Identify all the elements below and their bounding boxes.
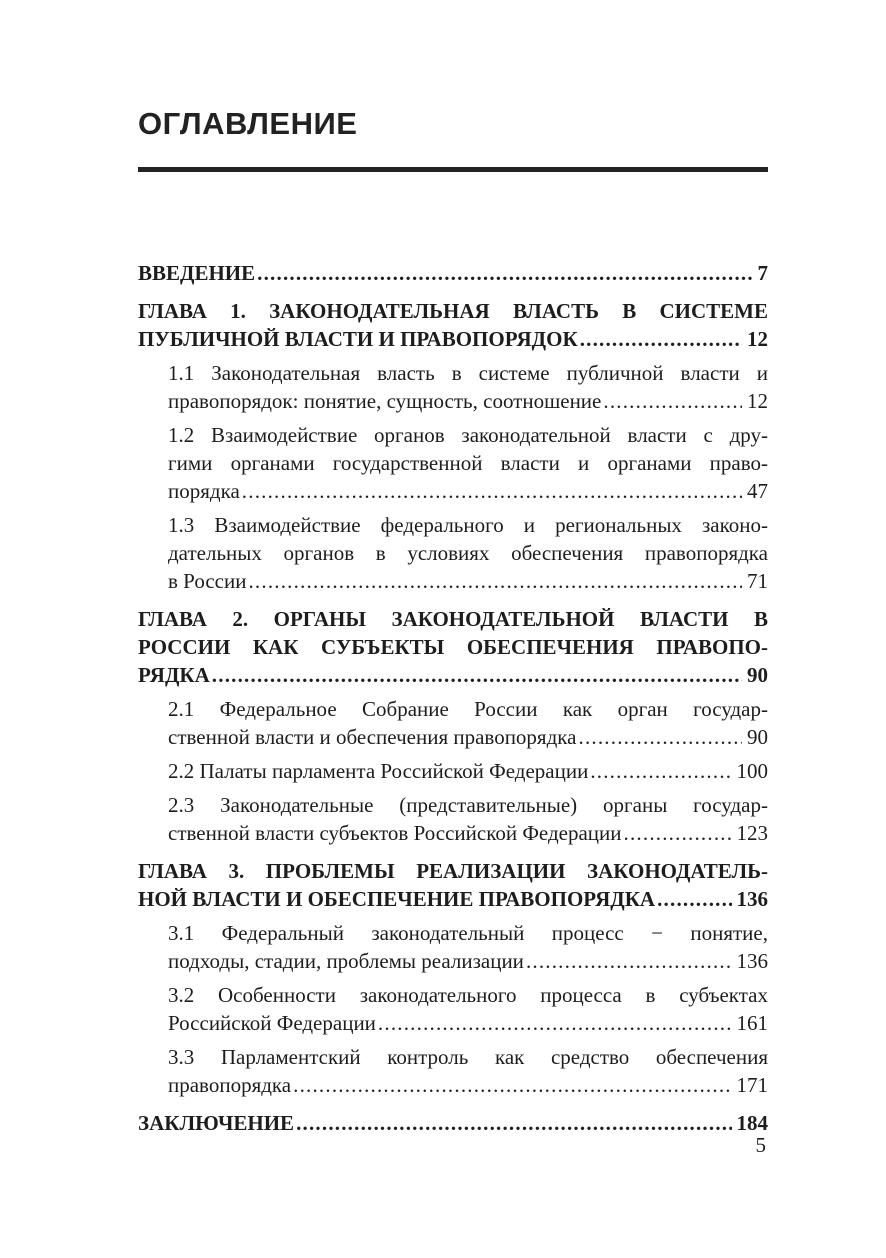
toc-page-number: 136 [736,887,768,911]
toc-line [168,1009,768,1037]
toc-entry [138,981,768,1037]
toc-line: 3.3 Парламентский контроль как средство обеспечения [168,1045,768,1069]
toc-line [138,885,768,913]
toc-entry [138,297,768,353]
toc-entry-text: 2.2 Палаты парламента Российской Федерации [168,759,589,783]
page-title: ОГЛАВЛЕНИЕ [138,106,358,141]
toc-page-number: 90 [747,663,768,687]
dot-leader [293,1071,731,1099]
toc-page-number: 12 [747,389,768,413]
toc-entry-text: ВВЕДЕНИЕ [138,261,256,285]
toc-line [168,1071,768,1099]
toc-line [168,387,768,415]
toc-entry [138,421,768,505]
dot-leader [590,757,731,785]
toc-line [138,661,768,689]
dot-leader [579,723,743,751]
toc-line [168,723,768,751]
toc-entry-text: ственной власти субъектов Российской Федерации [168,821,622,845]
dot-leader [624,819,732,847]
dot-leader [296,1109,731,1137]
toc-line [168,567,768,595]
dot-leader [526,947,732,975]
toc-entry [138,1043,768,1099]
toc-page-number: 47 [747,479,768,503]
dot-leader [248,567,742,595]
toc-page-number: 71 [747,569,768,593]
toc-entry [138,1109,768,1137]
toc-line: 1.1 Законодательная власть в системе публичной власти и [168,361,768,385]
toc-line [168,819,768,847]
toc-entry-text: Российской Федерации [168,1011,376,1035]
toc-entry [138,359,768,415]
toc-entry-text: правопорядок: понятие, сущность, соотношение [168,389,602,413]
toc-entry-text: подходы, стадии, проблемы реализации [168,949,524,973]
toc-line: РОССИИ КАК СУБЪЕКТЫ ОБЕСПЕЧЕНИЯ ПРАВОПО- [138,635,768,659]
toc-line [168,757,768,785]
toc-line [138,325,768,353]
toc-line: ГЛАВА 1. ЗАКОНОДАТЕЛЬНАЯ ВЛАСТЬ В СИСТЕМЕ [138,299,768,323]
toc-page-number: 12 [747,327,768,351]
title-rule [138,167,768,172]
dot-leader [257,259,752,287]
toc-page-number: 136 [736,949,768,973]
dot-leader [580,325,742,353]
toc-page-number: 171 [736,1073,768,1097]
toc-entry [138,259,768,287]
toc-page-number: 90 [747,725,768,749]
toc-page-number: 123 [736,821,768,845]
toc-entry-text: порядка [168,479,240,503]
toc-entry-text: НОЙ ВЛАСТИ И ОБЕСПЕЧЕНИЕ ПРАВОПОРЯДКА [138,887,656,911]
toc-entry-text: ЗАКЛЮЧЕНИЕ [138,1111,295,1135]
toc-entry [138,605,768,689]
page-number: 5 [755,1133,766,1157]
toc-page-number: 161 [736,1011,768,1035]
toc-line [168,477,768,505]
toc-line: 3.2 Особенности законодательного процесса в субъектах [168,983,768,1007]
toc-entry [138,791,768,847]
toc-line [168,947,768,975]
toc-entry [138,919,768,975]
toc-page-number: 7 [757,261,768,285]
dot-leader [657,885,731,913]
toc-list [138,259,768,1137]
toc-entry [138,511,768,595]
toc-entry-text: РЯДКА [138,663,210,687]
toc-line: 2.1 Федеральное Собрание России как орган государ- [168,697,768,721]
toc-line [138,1109,768,1137]
toc-line: ГЛАВА 2. ОРГАНЫ ЗАКОНОДАТЕЛЬНОЙ ВЛАСТИ В [138,607,768,631]
toc-line: 3.1 Федеральный законодательный процесс − понятие, [168,921,768,945]
toc-line: 2.3 Законодательные (представительные) органы государ- [168,793,768,817]
toc-line: ГЛАВА 3. ПРОБЛЕМЫ РЕАЛИЗАЦИИ ЗАКОНОДАТЕЛЬ- [138,859,768,883]
toc-entry-text: ПУБЛИЧНОЙ ВЛАСТИ И ПРАВОПОРЯДОК [138,327,578,351]
toc-entry [138,757,768,785]
dot-leader [212,661,742,689]
toc-entry-text: в России [168,569,247,593]
toc-line: гими органами государственной власти и органами право- [168,451,768,475]
dot-leader [378,1009,732,1037]
toc-page-number: 100 [736,759,768,783]
toc-line: 1.3 Взаимодействие федерального и региональных законо- [168,513,768,537]
toc-line [138,259,768,287]
dot-leader [603,387,742,415]
toc-page-number: 184 [736,1111,768,1135]
toc-line: дательных органов в условиях обеспечения правопорядка [168,541,768,565]
toc-entry-text: ственной власти и обеспечения правопорядка [168,725,577,749]
toc-entry [138,695,768,751]
toc-line: 1.2 Взаимодействие органов законодательной власти с дру- [168,423,768,447]
toc-entry [138,857,768,913]
toc-entry-text: правопорядка [168,1073,292,1097]
dot-leader [242,477,742,505]
